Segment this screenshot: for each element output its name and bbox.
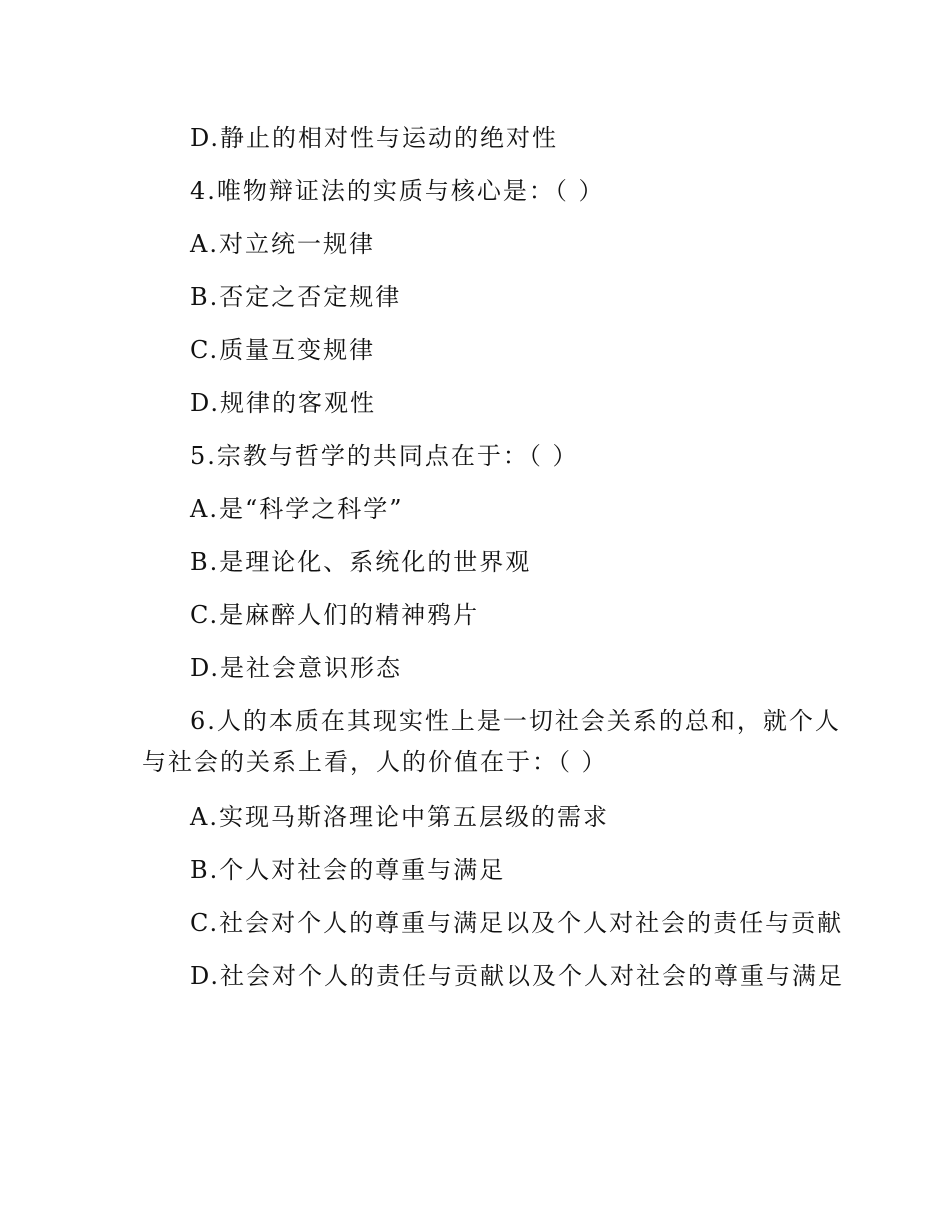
option-6b: B.个人对社会的尊重与满足 — [190, 856, 506, 884]
question-5: 5.宗教与哲学的共同点在于：（ ） — [190, 442, 579, 470]
option-5b: B.是理论化、系统化的世界观 — [190, 548, 532, 576]
option-4b: B.否定之否定规律 — [190, 283, 402, 311]
question-6-line-2: 与社会的关系上看，人的价值在于：（ ） — [142, 748, 608, 776]
question-6-line-1: 6.人的本质在其现实性上是一切社会关系的总和，就个人 — [190, 707, 841, 735]
option-5d: D.是社会意识形态 — [190, 654, 403, 682]
option-6a: A.实现马斯洛理论中第五层级的需求 — [190, 803, 609, 831]
option-5a: A.是“科学之科学” — [190, 495, 404, 523]
option-4a: A.对立统一规律 — [190, 230, 375, 258]
question-4: 4.唯物辩证法的实质与核心是：（ ） — [190, 177, 605, 205]
option-4d: D.规律的客观性 — [190, 389, 377, 417]
option-4c: C.质量互变规律 — [190, 336, 376, 364]
option-5c: C.是麻醉人们的精神鸦片 — [190, 601, 480, 629]
option-6d: D.社会对个人的责任与贡献以及个人对社会的尊重与满足 — [190, 962, 845, 990]
option-6c: C.社会对个人的尊重与满足以及个人对社会的责任与贡献 — [190, 909, 844, 937]
option-3d: D.静止的相对性与运动的绝对性 — [190, 124, 559, 152]
